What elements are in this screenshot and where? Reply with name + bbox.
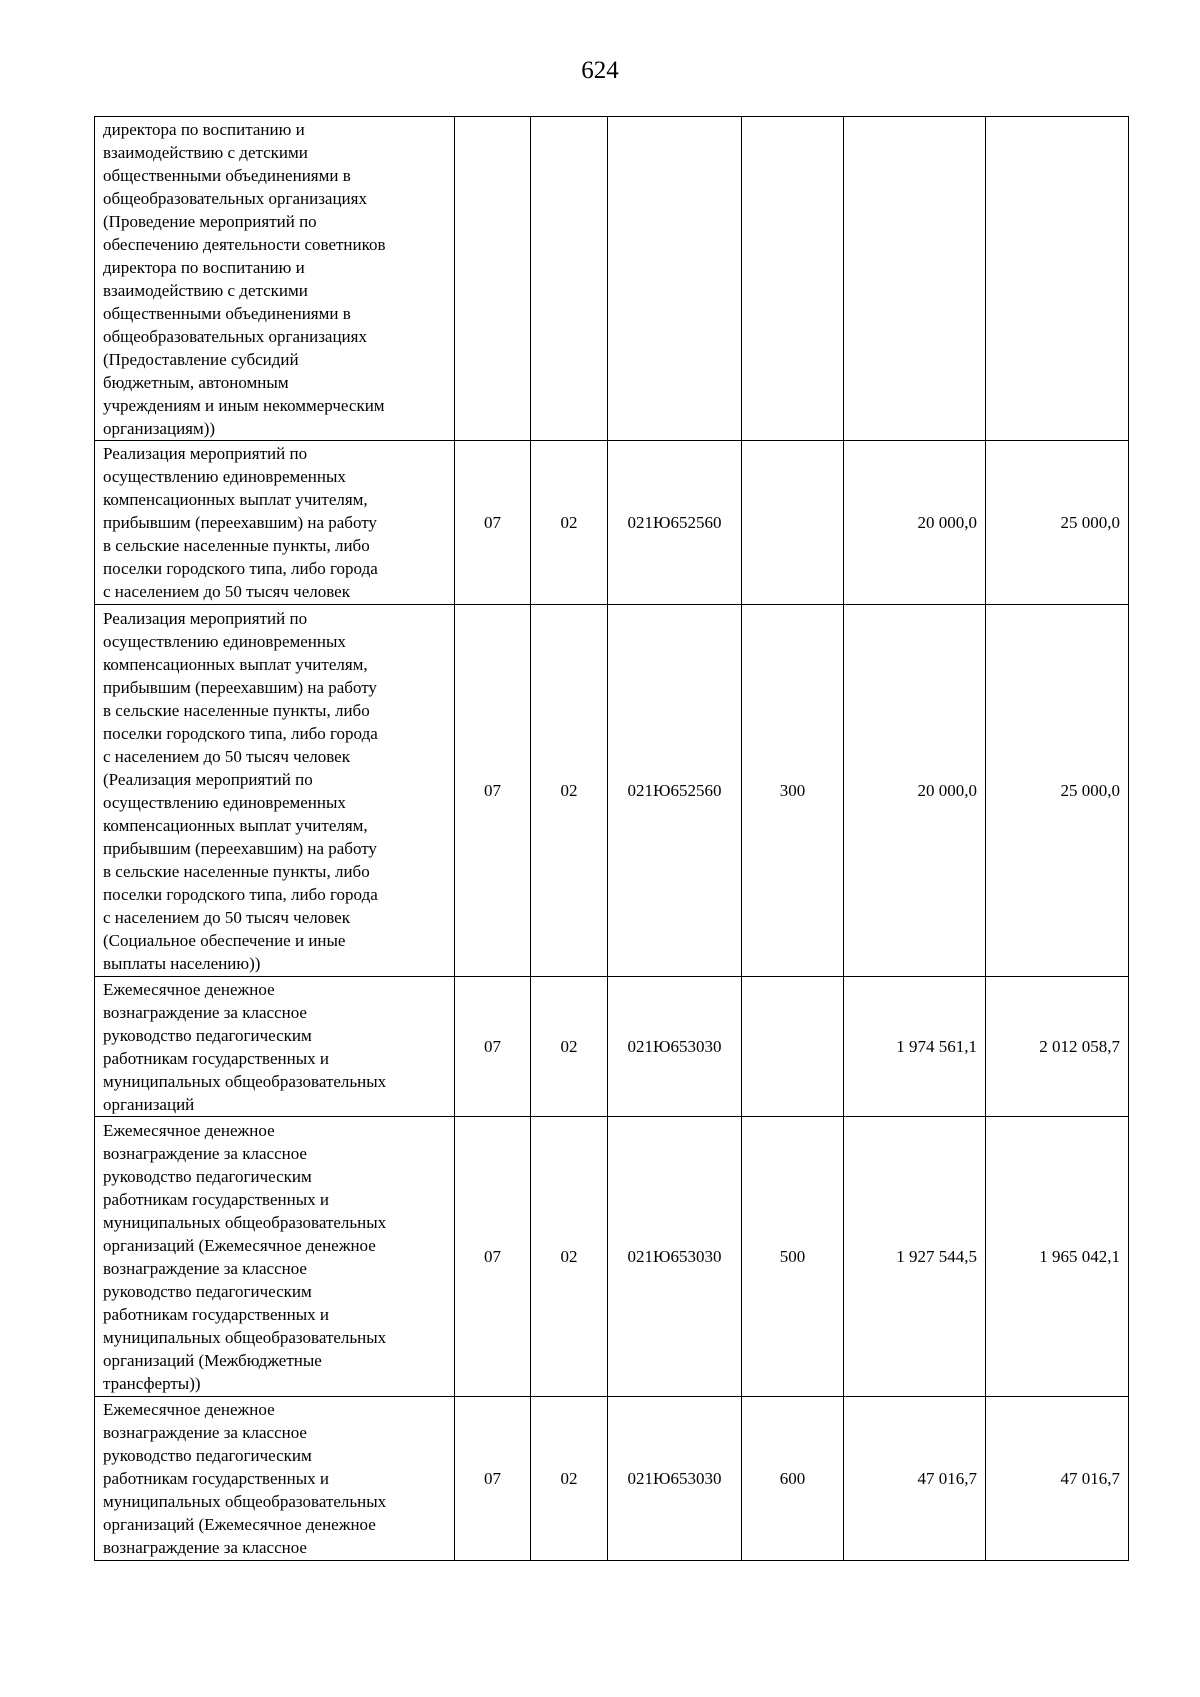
amount-year1-cell: 1 927 544,5 — [844, 1117, 986, 1397]
amount-year2-cell: 2 012 058,7 — [986, 977, 1129, 1117]
subsection-code-cell: 02 — [531, 441, 608, 605]
amount-year2-cell: 25 000,0 — [986, 605, 1129, 977]
budget-table — [94, 116, 1129, 1561]
section-code-cell: 07 — [455, 441, 531, 605]
amount-year2-cell: 25 000,0 — [986, 441, 1129, 605]
page-number: 624 — [581, 57, 619, 84]
table-row — [95, 977, 1129, 1117]
subsection-code-cell: 02 — [531, 1117, 608, 1397]
amount-year1-cell: 1 974 561,1 — [844, 977, 986, 1117]
section-code-cell: 07 — [455, 977, 531, 1117]
subsection-code-cell: 02 — [531, 1397, 608, 1561]
expense-type-cell — [742, 117, 844, 441]
section-code-cell: 07 — [455, 1397, 531, 1561]
target-article-cell: 021Ю653030 — [608, 1117, 742, 1397]
amount-year1-cell — [844, 117, 986, 441]
amount-year2-cell: 1 965 042,1 — [986, 1117, 1129, 1397]
expense-type-cell — [742, 441, 844, 605]
target-article-cell: 021Ю652560 — [608, 441, 742, 605]
amount-year2-cell: 47 016,7 — [986, 1397, 1129, 1561]
expense-type-cell: 600 — [742, 1397, 844, 1561]
row-name-cell: Ежемесячное денежное вознаграждение за классное руководство педагогическим работникам государственных и муниципальных общеобразовательных организаций — [95, 977, 455, 1117]
row-name-cell: директора по воспитанию и взаимодействию с детскими общественными объединениями в общеобразовательных организациях (Проведение мероприятий по обеспечению деятельности советников директора по воспитанию и взаимодействию с детскими общественными объединениями в общеобразовательных организациях (Предоставление субсидий бюджетным, автономным учреждениям и иным некоммерческим организациям)) — [95, 117, 455, 441]
expense-type-cell: 500 — [742, 1117, 844, 1397]
target-article-cell: 021Ю652560 — [608, 605, 742, 977]
table-row — [95, 605, 1129, 977]
table-row — [95, 1397, 1129, 1561]
amount-year1-cell: 20 000,0 — [844, 441, 986, 605]
section-code-cell — [455, 117, 531, 441]
row-name-cell: Реализация мероприятий по осуществлению единовременных компенсационных выплат учителям, прибывшим (переехавшим) на работу в сельские населенные пункты, либо поселки городского типа, либо города с населением до 50 тысяч человек (Реализация мероприятий по осуществлению единовременных компенсационных выплат учителям, прибывшим (переехавшим) на работу в сельские населенные пункты, либо поселки городского типа, либо города с населением до 50 тысяч человек (Социальное обеспечение и иные выплаты населению)) — [95, 605, 455, 977]
amount-year1-cell: 20 000,0 — [844, 605, 986, 977]
expense-type-cell — [742, 977, 844, 1117]
table-row — [95, 117, 1129, 441]
table-row — [95, 441, 1129, 605]
expense-type-cell: 300 — [742, 605, 844, 977]
section-code-cell: 07 — [455, 605, 531, 977]
amount-year1-cell: 47 016,7 — [844, 1397, 986, 1561]
row-name-cell: Ежемесячное денежное вознаграждение за классное руководство педагогическим работникам государственных и муниципальных общеобразовательных организаций (Ежемесячное денежное вознаграждение за классное — [95, 1397, 455, 1561]
subsection-code-cell: 02 — [531, 977, 608, 1117]
subsection-code-cell — [531, 117, 608, 441]
table-row — [95, 1117, 1129, 1397]
subsection-code-cell: 02 — [531, 605, 608, 977]
amount-year2-cell — [986, 117, 1129, 441]
target-article-cell: 021Ю653030 — [608, 977, 742, 1117]
row-name-cell: Реализация мероприятий по осуществлению единовременных компенсационных выплат учителям, прибывшим (переехавшим) на работу в сельские населенные пункты, либо поселки городского типа, либо города с населением до 50 тысяч человек — [95, 441, 455, 605]
section-code-cell: 07 — [455, 1117, 531, 1397]
row-name-cell: Ежемесячное денежное вознаграждение за классное руководство педагогическим работникам государственных и муниципальных общеобразовательных организаций (Ежемесячное денежное вознаграждение за классное руководство педагогическим работникам государственных и муниципальных общеобразовательных организаций (Межбюджетные трансферты)) — [95, 1117, 455, 1397]
target-article-cell: 021Ю653030 — [608, 1397, 742, 1561]
target-article-cell — [608, 117, 742, 441]
